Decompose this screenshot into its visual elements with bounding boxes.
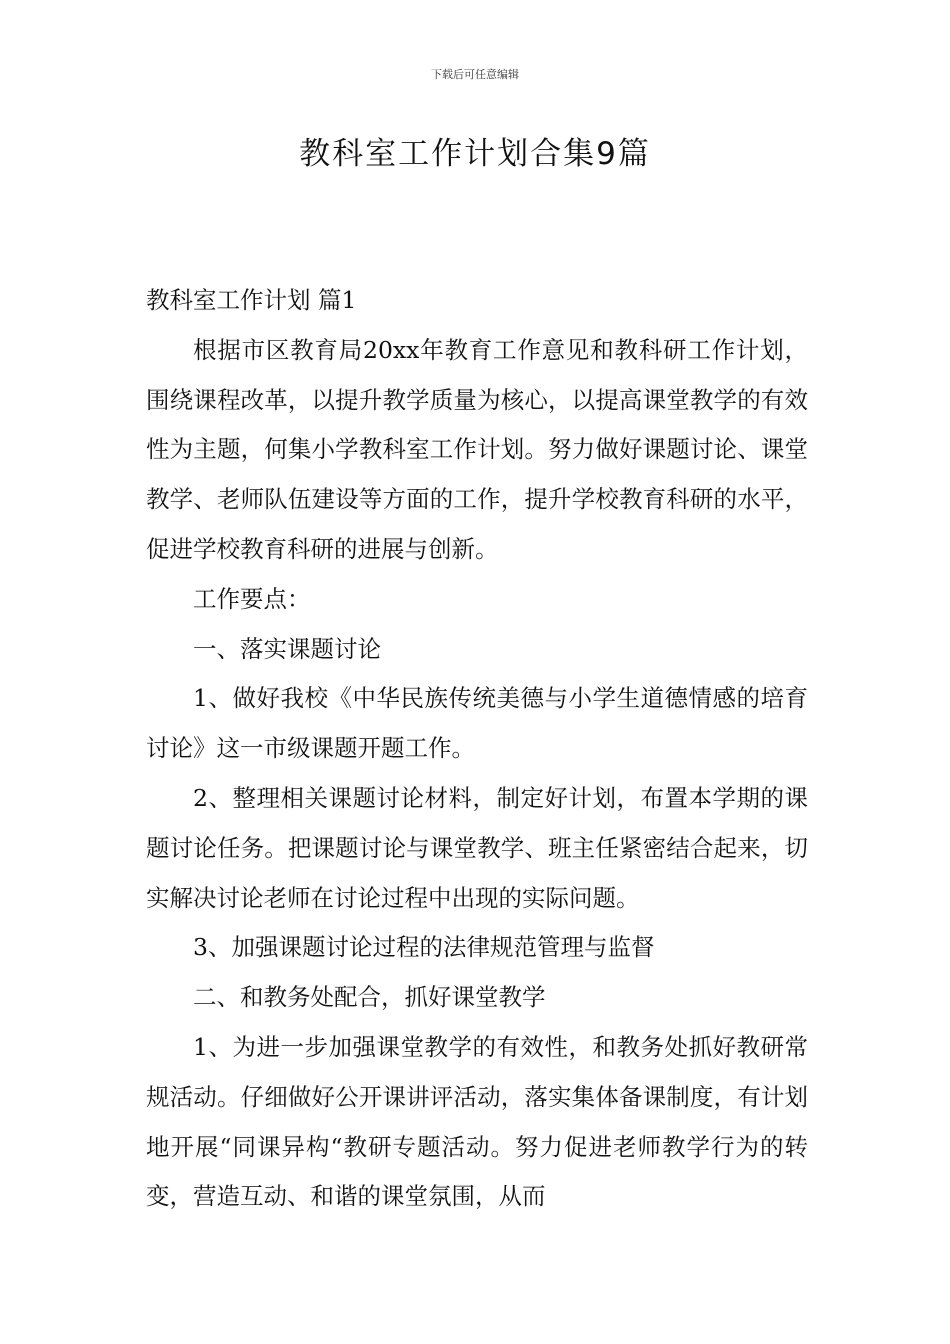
paragraph: 根据市区教育局20xx年教育工作意见和教科研工作计划，围绕课程改革，以提升教学质量为核心，以提高课堂教学的有效性为主题，何集小学教科室工作计划。努力做好课题讨论、课堂教学、老师队伍建设等方面的工作，提升学校教育科研的水平，促进学校教育科研的进展与创新。 (146, 335, 808, 563)
paragraph: 二、和教务处配合，抓好课堂教学 (193, 983, 546, 1012)
paragraph: 3、加强课题讨论过程的法律规范管理与监督 (193, 933, 655, 962)
paragraph: 1、做好我校《中华民族传统美德与小学生道德情感的培育讨论》这一市级课题开题工作。 (146, 684, 808, 763)
paragraph: 1、为进一步加强课堂教学的有效性，和教务处抓好教研常规活动。仔细做好公开课讲评活动，落实集体备课制度，有计划地开展“同课异构“教研专题活动。努力促进老师教学行为的转变，营造互动、和谐的课堂氛围，从而 (146, 1032, 808, 1211)
document-title: 教科室工作计划合集9篇 (299, 136, 651, 172)
paragraph: 工作要点： (193, 584, 311, 613)
document-body (146, 276, 808, 1222)
section-heading: 教科室工作计划 篇1 (146, 286, 357, 314)
paragraph: 一、落实课题讨论 (193, 634, 381, 663)
paragraph: 2、整理相关课题讨论材料，制定好计划，布置本学期的课题讨论任务。把课题讨论与课堂教学、班主任紧密结合起来，切实解决讨论老师在讨论过程中出现的实际问题。 (146, 783, 808, 912)
header-note: 下载后可任意编辑 (431, 68, 519, 81)
